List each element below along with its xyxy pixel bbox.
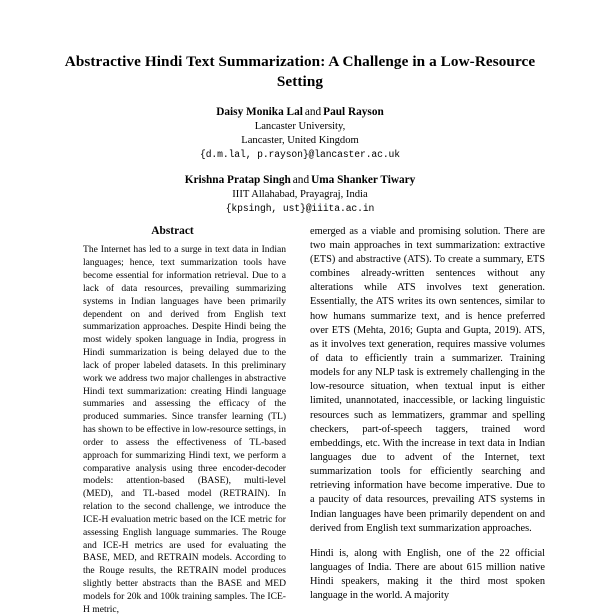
introduction-column [310,225,545,604]
author-group-1 [55,105,545,161]
abstract-body [55,244,290,616]
affiliation-line: Lancaster, United Kingdom [241,134,359,146]
affiliation-line: IIIT Allahabad, Prayagraj, India [232,189,368,201]
author-email: {kpsingh, ust}@iiita.ac.in [225,203,375,214]
author-conjunction: and [292,174,310,187]
author-email: {d.m.lal, p.rayson}@lancaster.ac.uk [200,148,400,160]
page-title: Abstractive Hindi Text Summarization: A Challenge in a Low-Resource Setting [64,53,536,91]
author-conjunction: and [304,106,322,119]
body-paragraph: Hindi is, along with English, one of the 22 official languages of India. There are about 615 million native Hindi speakers, making it the third most spoken language in the world. A majority [310,547,545,602]
author-names-line-1 [55,105,545,120]
author-group-2 [55,173,545,215]
abstract-column [55,225,290,616]
author-name: Krishna Pratap Singh [184,174,291,187]
abstract-heading: Abstract [151,224,194,237]
two-column-body [55,225,545,616]
body-paragraph: emerged as a viable and promising solution. There are two main approaches in text summarization: extractive (ETS) and abstractive (ATS). To create a summary, ETS combines already-written sentences without any alterations while ATS involves text generation. Essentially, the ATS writes its own sentences, similar to how humans summarize text, and is hence preferred over ETS (Mehta, 2016; Gupta and Gupta, 2019). ATS, as it involves text generation, requires massive volumes of data to efficiently train a summarizer. Training models for any NLP task is extremely challenging in the low-resource situation, when textual input is either limited, unannotated, inaccessible, or lacking linguistic resources such as lemmatizers, grammar and spelling checkers, part-of-speech taggers, trained word embeddings, etc. With the increase in text data in Indian languages due to advent of the Internet, text summarization tools for efficiently searching and retrieving information have become imperative. Due to a paucity of data resources, prevailing ATS systems in Indian languages have been primarily dependent on and derived from English text summarization approaches. [310,225,545,534]
affiliation-line: Lancaster University, [254,121,346,133]
author-name: Daisy Monika Lal [216,106,303,119]
author-name: Paul Rayson [323,106,384,119]
author-names-line-2 [55,173,545,188]
abstract-paragraph: The Internet has led to a surge in text data in Indian languages; hence, text summarization tools have become essential for information retrieval. Due to a lack of data resources, prevailing summarizing systems in Indian languages have been primarily dependent on and derived from English text summarization approaches. Despite Hindi being the most widely spoken language in India, progress in Hindi summarization is being delayed due to the lack of proper labeled datasets. In this preliminary work we address two major challenges in abstractive Hindi text summarization: creating Hindi language summaries and assessing the efficacy of the produced summaries. Since transfer learning (TL) has shown to be effective in low-resource settings, in order to assess the effectiveness of TL-based approach for summarizing Hindi text, we perform a comparative analysis using three encoder-decoder models: attention-based (BASE), multi-level (MED), and TL-based model (RETRAIN). In relation to the second challenge, we introduce the ICE-H evaluation metric based on the ICE metric for assessing English language summaries. The Rouge and ICE-H metrics are used for evaluating the BASE, MED, and RETRAIN models. According to the Rouge results, the RETRAIN model produces slightly better abstracts than the BASE and MED models for 20k and 100k training samples. The ICE-H metric, [83,244,286,615]
author-name: Uma Shanker Tiwary [311,174,416,187]
